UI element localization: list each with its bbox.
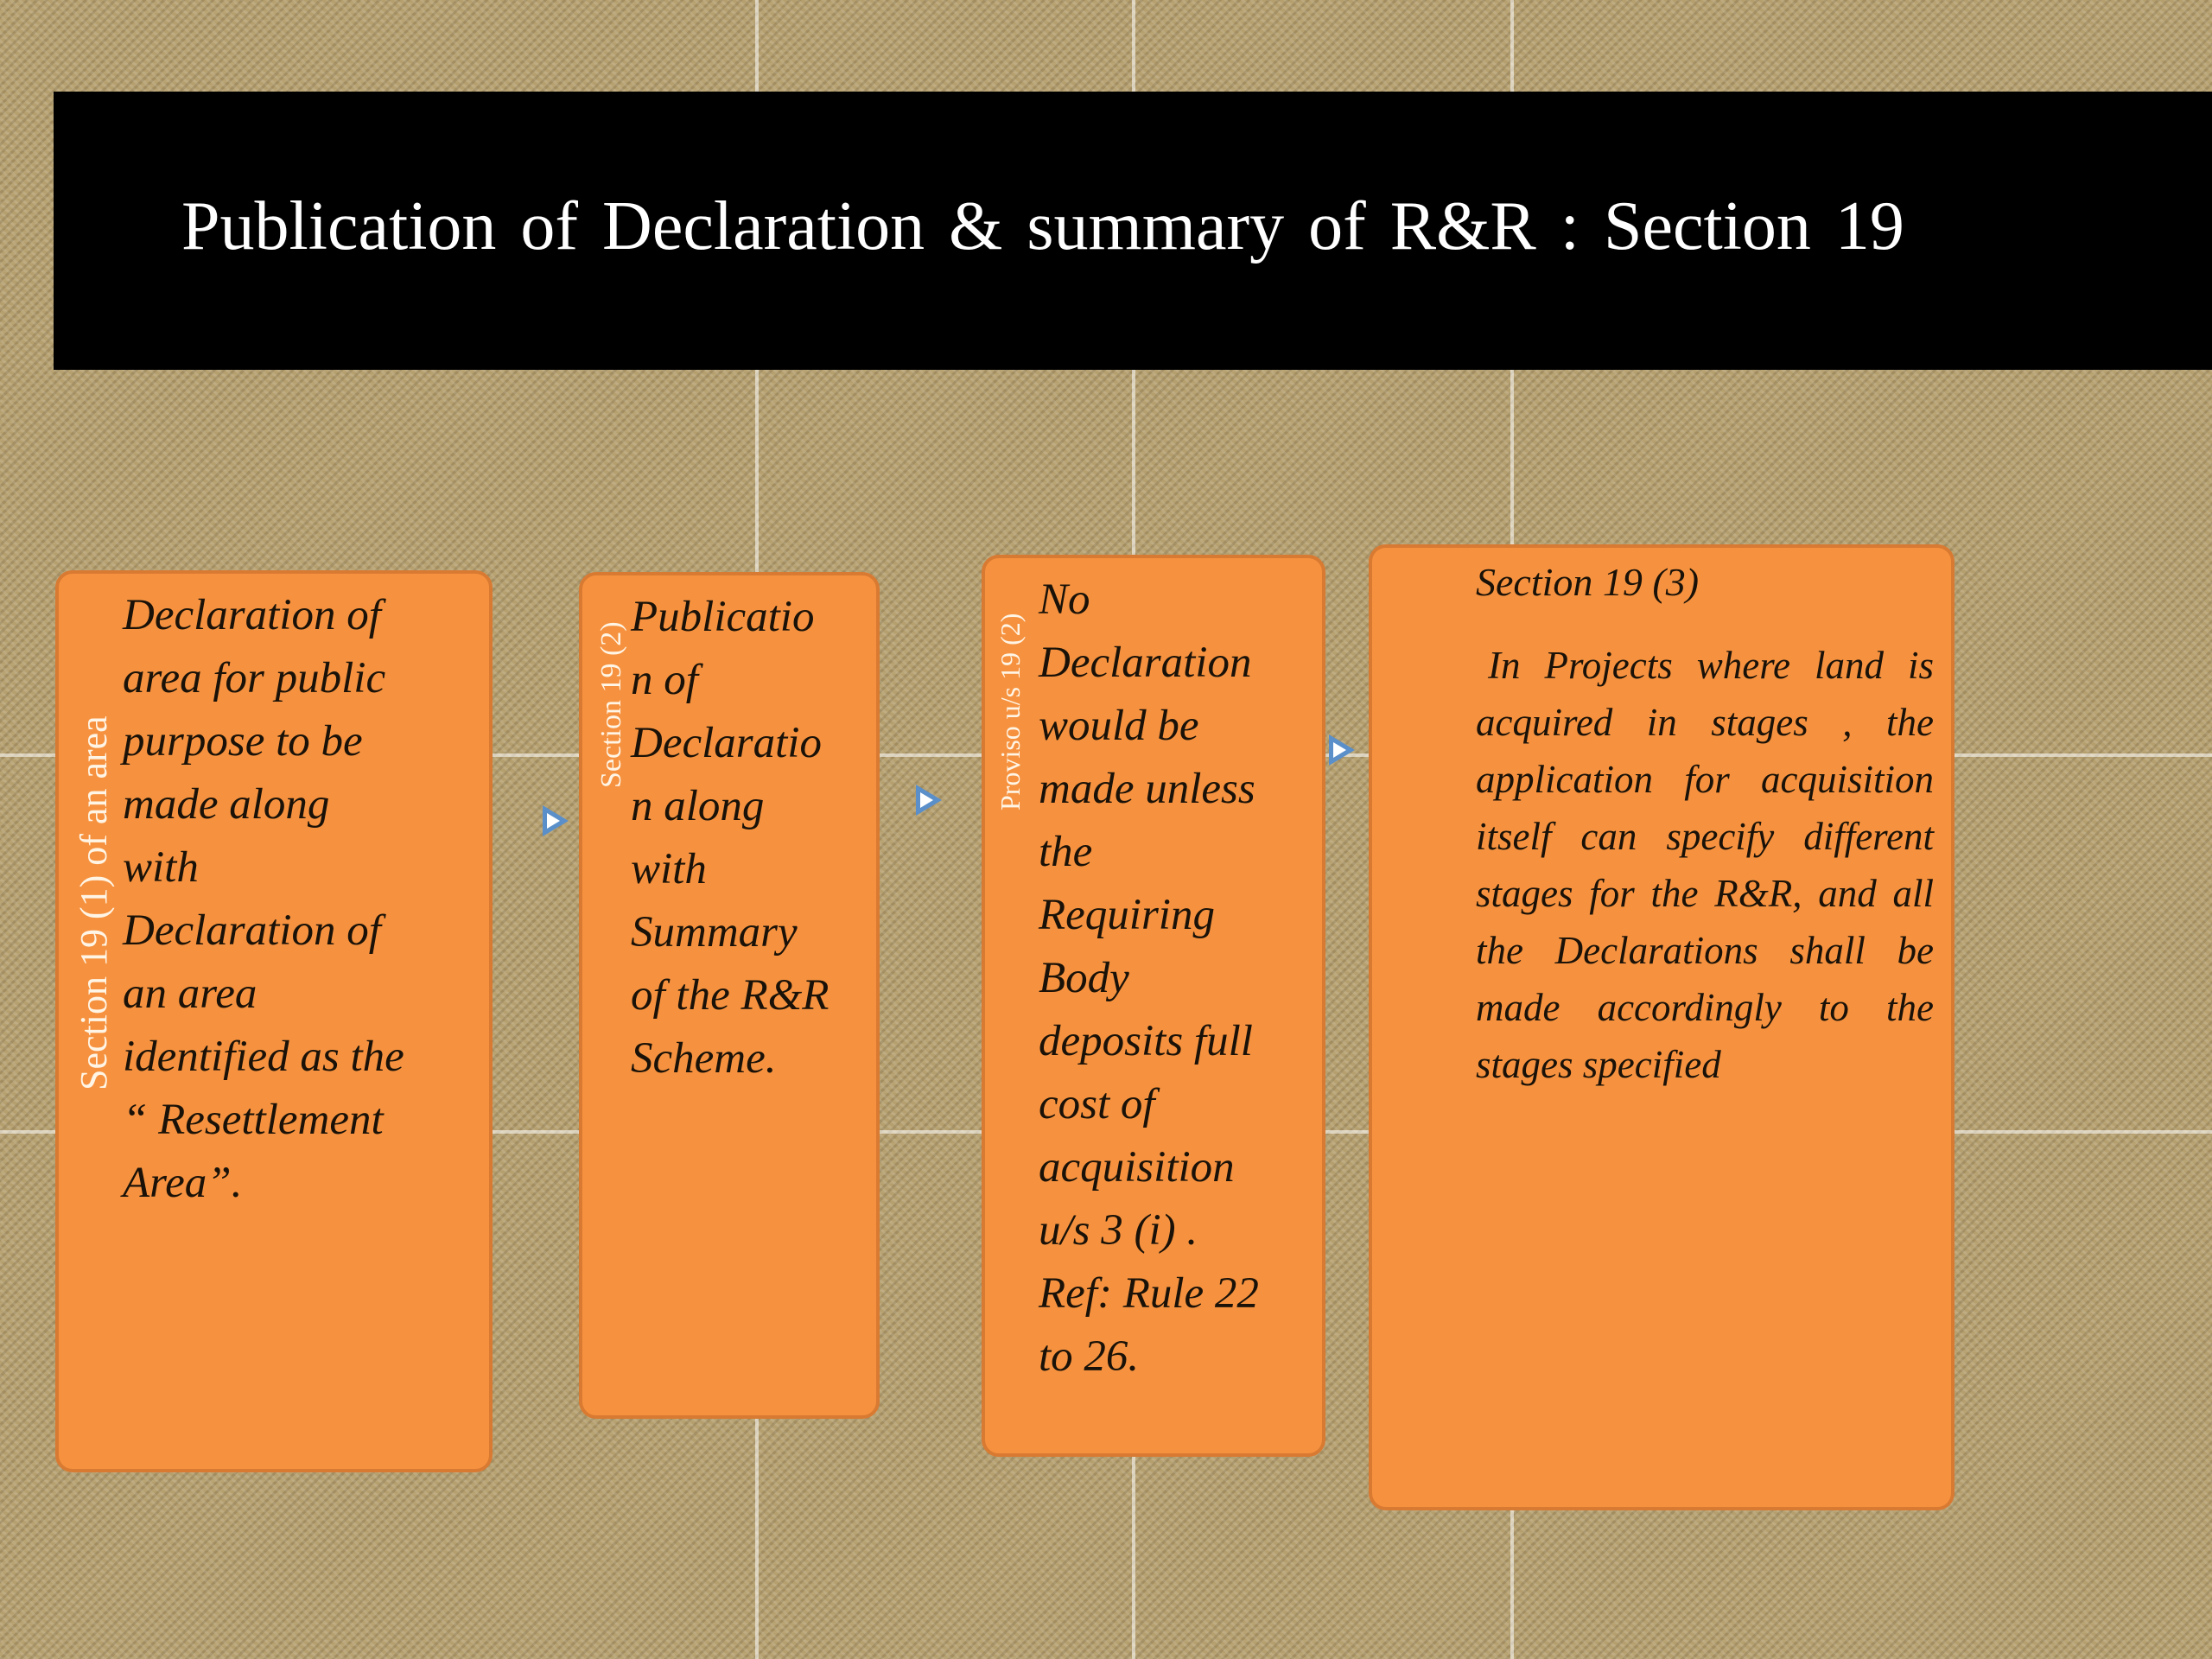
arrow-right-icon (543, 805, 569, 836)
slide-title: Publication of Declaration & summary of R&R : Section 19 (181, 188, 1904, 264)
step-3-text: No Declaration would be made unless the Requiring Body deposits full cost of acquisition u/s 3 (i) . Ref: Rule 22 to 26. (1039, 575, 1259, 1381)
step-1-side-label: Section 19 (1) of an area (73, 715, 115, 1090)
step-2-side-label: Section 19 (2) (595, 621, 627, 788)
arrow-right-icon (1329, 734, 1355, 766)
step-1-text: Declaration of area for public purpose to be made along with Declaration of an area identified as the “ Resettlement Area”. (123, 591, 404, 1207)
step-2-text: Publicatio n of Declaratio n along with Summary of the R&R Scheme. (631, 593, 830, 1083)
arrow-right-icon (916, 785, 942, 816)
step-3-side-label: Proviso u/s 19 (2) (995, 613, 1026, 810)
step-4-heading: Section 19 (3) (1476, 560, 1700, 604)
step-4-text: In Projects where land is acquired in stages , the application for acquisition itself can specify different stages for the R&R, and all the Declarations shall be made accordingly to the stages specified (1476, 644, 1934, 1086)
